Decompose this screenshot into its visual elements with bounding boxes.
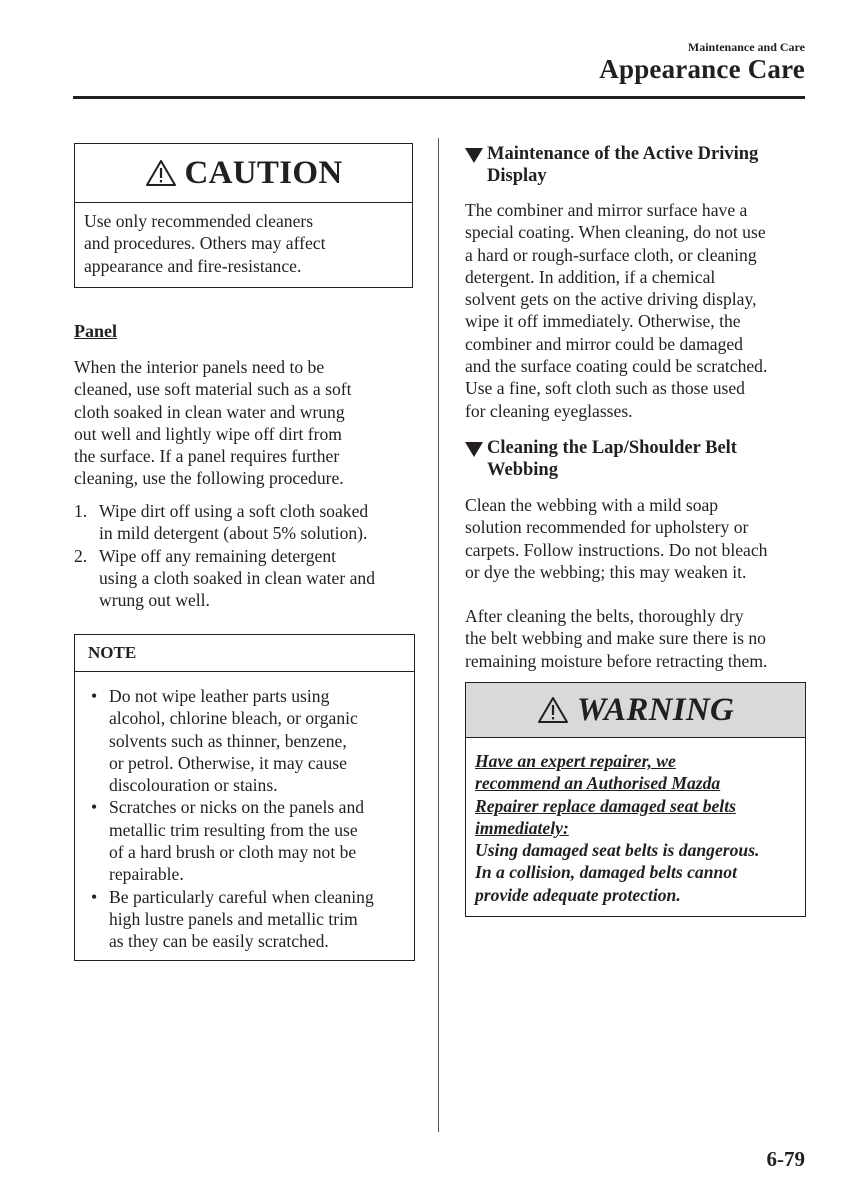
panel-intro-line: the surface. If a panel requires further [74,446,340,467]
text-line: detergent. In addition, if a chemical [465,266,716,287]
note-line: Scratches or nicks on the panels and [109,797,365,818]
active-display-text [465,199,810,422]
step-item [74,545,419,612]
text-line: the belt webbing and make sure there is no [465,628,766,649]
text-line: Clean the webbing with a mild soap [465,495,719,515]
warning-underlined-line: Have an expert repairer, we [475,751,676,771]
caution-box [74,143,413,288]
heading-line: Webbing [487,460,558,481]
panel-intro-line: cloth soaked in clean water and wrung [74,401,345,422]
heading-line: Display [487,166,547,187]
warning-underlined-line: Repairer replace damaged seat belts [475,795,736,816]
text-line: Use a fine, soft cloth such as those used [465,378,745,399]
belt-text-1 [465,494,810,583]
panel-intro [74,356,414,490]
triangle-down-icon [465,148,483,163]
text-line: solvent gets on the active driving display, [465,289,757,310]
step-line: in mild detergent (about 5% solution). [99,523,368,544]
panel-intro-line: When the interior panels need to be [74,357,325,377]
text-line: special coating. When cleaning, do not use [465,222,766,243]
caution-line: appearance and fire-resistance. [84,255,302,276]
column-divider [438,138,439,1132]
note-line: solvents such as thinner, benzene, [109,730,347,751]
text-line: carpets. Follow instructions. Do not bleach [465,539,768,560]
active-display-heading [465,143,810,188]
text-line: and the surface coating could be scratched. [465,356,768,377]
note-header [75,635,414,672]
note-box [74,634,415,961]
note-line: as they can be easily scratched. [109,931,329,952]
text-line: After cleaning the belts, thoroughly dry [465,606,744,626]
warning-box [465,682,806,917]
warning-underlined-line: immediately: [475,817,569,838]
panel-intro-line: out well and lightly wipe off dirt from [74,423,342,444]
note-item [89,685,411,796]
heading-line: Cleaning the Lap/Shoulder Belt [487,438,737,458]
note-line: discolouration or stains. [109,775,278,796]
warning-header [466,683,805,738]
warning-line: In a collision, damaged belts cannot [475,862,737,883]
caution-triangle-icon [145,159,177,187]
bullet-icon: • [91,886,98,907]
panel-intro-line: cleaning, use the following procedure. [74,468,344,489]
page-number: 6-79 [766,1147,805,1171]
caution-line: and procedures. Others may affect [84,233,326,254]
triangle-down-icon [465,442,483,457]
note-line: Do not wipe leather parts using [109,686,330,706]
note-title: NOTE [88,643,137,662]
text-line: solution recommended for upholstery or [465,517,749,538]
belt-heading [465,437,810,482]
note-item [89,886,411,953]
warning-underlined-line: recommend an Authorised Mazda [475,773,721,794]
step-item [74,500,419,545]
caution-text [84,210,404,277]
text-line: combiner and mirror could be damaged [465,333,743,354]
step-number: 1. [74,501,88,521]
note-line: high lustre panels and metallic trim [109,908,358,929]
step-number: 2. [74,545,88,566]
note-list [89,685,411,953]
text-line: remaining moisture before retracting them. [465,650,768,671]
step-line: wrung out well. [99,590,210,611]
warning-line: Using damaged seat belts is dangerous. [475,840,760,861]
bullet-icon: • [91,797,98,818]
warning-line: provide adequate protection. [475,884,681,905]
caution-header [75,144,412,203]
note-line: or petrol. Otherwise, it may cause [109,752,347,773]
step-line: using a cloth soaked in clean water and [99,567,376,588]
step-line: Wipe off any remaining detergent [99,545,337,566]
text-line: for cleaning eyeglasses. [465,400,633,421]
caution-line: Use only recommended cleaners [84,211,314,231]
warning-text [475,750,803,906]
heading-line: Maintenance of the Active Driving [487,144,759,164]
note-item [89,796,411,885]
note-line: metallic trim resulting from the use [109,819,358,840]
step-line: Wipe dirt off using a soft cloth soaked [99,501,369,521]
page-title: Appearance Care [599,54,805,84]
bullet-icon: • [91,686,98,706]
section-title: Maintenance and Care [687,40,805,54]
warning-triangle-icon [537,696,569,724]
note-line: alcohol, chlorine bleach, or organic [109,708,358,729]
belt-text-2 [465,605,810,672]
panel-intro-line: cleaned, use soft material such as a soft [74,379,352,400]
note-line: repairable. [109,864,184,885]
note-line: of a hard brush or cloth may not be [109,842,357,863]
panel-steps [74,500,419,611]
text-line: or dye the webbing; this may weaken it. [465,561,747,582]
text-line: The combiner and mirror surface have a [465,200,748,220]
panel-heading: Panel [74,321,117,341]
note-line: Be particularly careful when cleaning [109,886,374,907]
caution-title: CAUTION [184,154,343,191]
warning-title: WARNING [576,691,735,728]
text-line: a hard or rough-surface cloth, or cleaning [465,244,757,265]
header-rule [73,96,805,99]
text-line: wipe it off immediately. Otherwise, the [465,311,741,332]
